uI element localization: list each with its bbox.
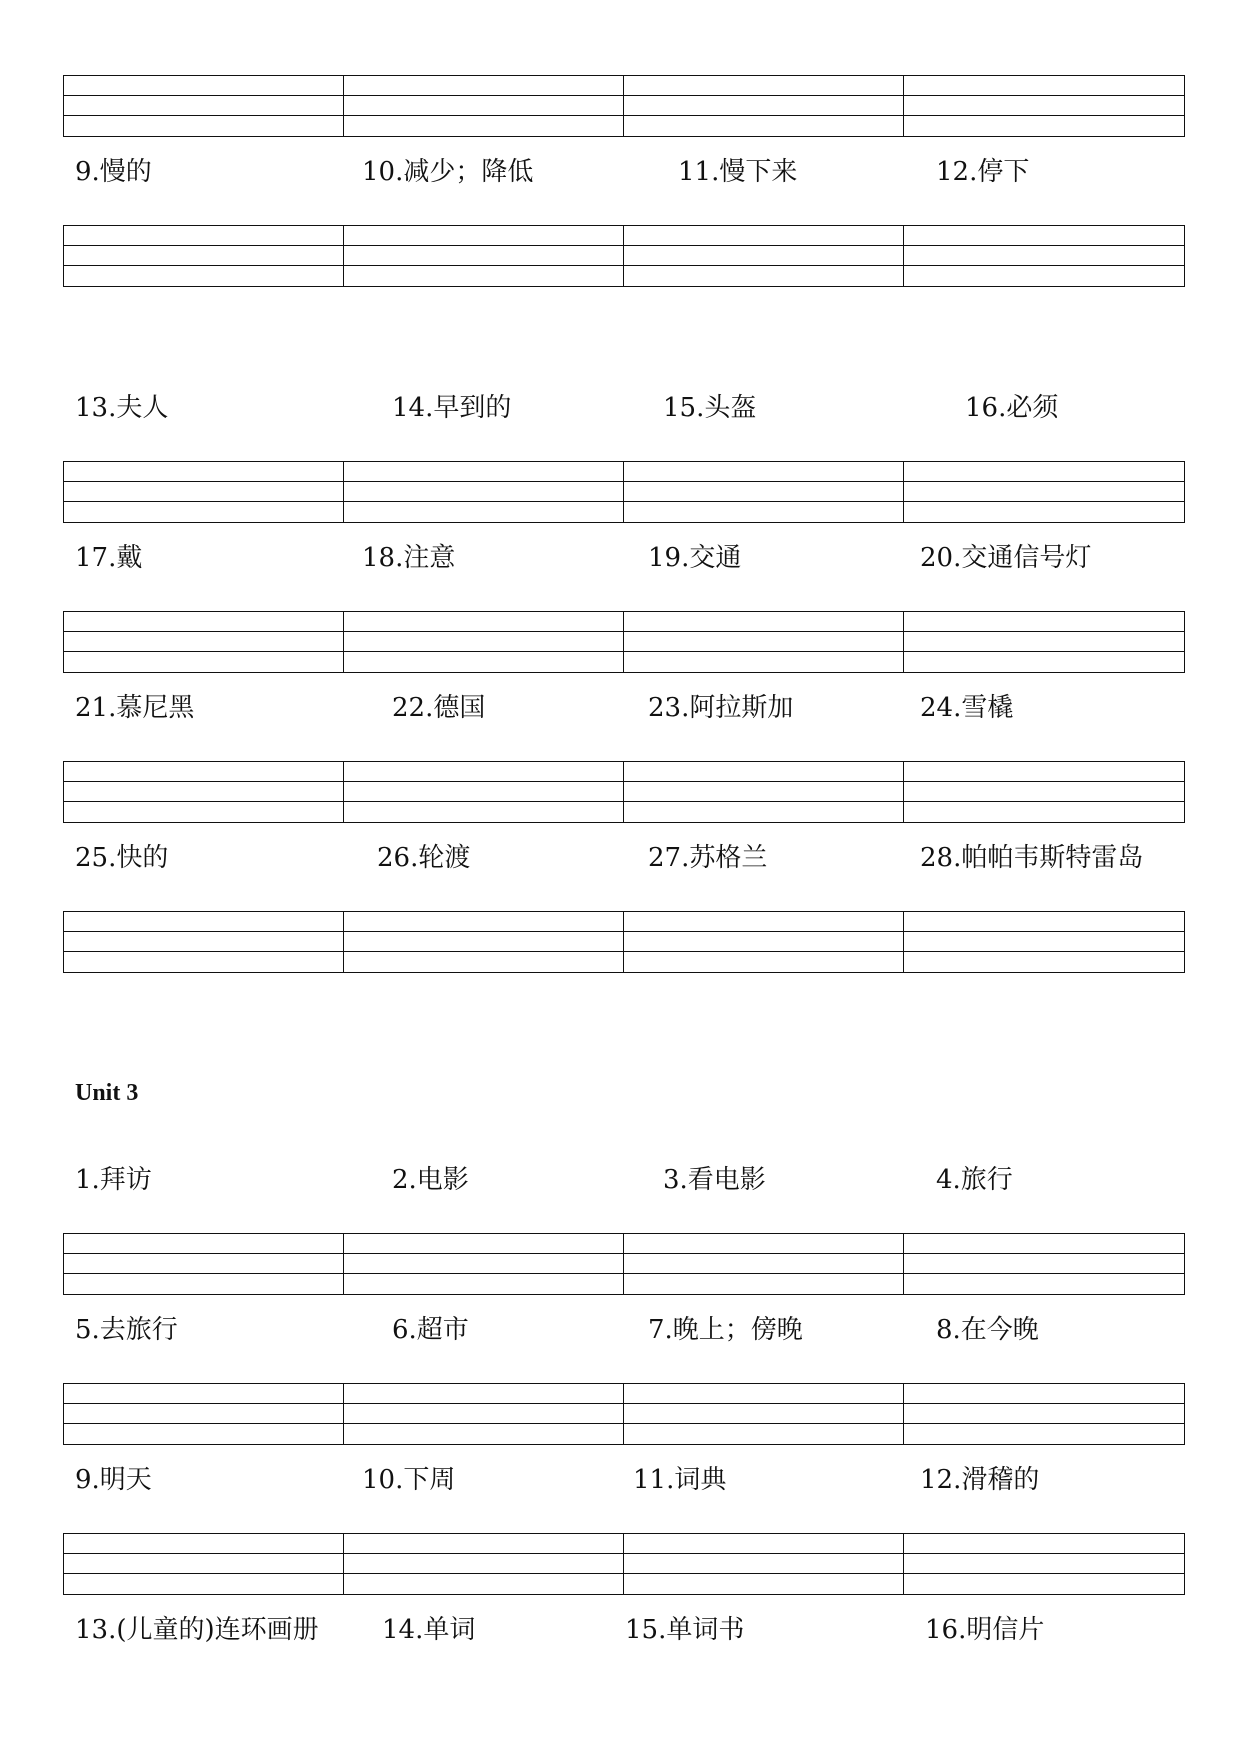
word-label: 27.苏格兰 (648, 843, 768, 873)
word-label: 28.帕帕韦斯特雷岛 (920, 843, 1144, 873)
word-label: 18.注意 (362, 543, 456, 573)
writing-grid[interactable] (63, 1533, 1185, 1595)
word-label: 10.减少；降低 (362, 157, 534, 187)
word-label: 15.单词书 (625, 1615, 745, 1645)
writing-grid[interactable] (63, 911, 1185, 973)
word-label: 17.戴 (75, 543, 143, 573)
word-label: 15.头盔 (663, 393, 757, 423)
word-label: 24.雪橇 (920, 693, 1014, 723)
word-label: 25.快的 (75, 843, 169, 873)
word-label: 23.阿拉斯加 (648, 693, 794, 723)
word-label: 1.拜访 (75, 1165, 152, 1195)
writing-grid[interactable] (63, 225, 1185, 287)
word-label: 19.交通 (648, 543, 742, 573)
writing-grid[interactable] (63, 1383, 1185, 1445)
writing-grid[interactable] (63, 1233, 1185, 1295)
word-label: 10.下周 (362, 1465, 456, 1495)
writing-grid[interactable] (63, 461, 1185, 523)
word-label: 9.慢的 (75, 157, 152, 187)
word-label: 22.德国 (392, 693, 486, 723)
word-label: 8.在今晚 (936, 1315, 1039, 1345)
word-label: 12.停下 (936, 157, 1030, 187)
word-label: 20.交通信号灯 (920, 543, 1092, 573)
word-label: 11.慢下来 (678, 157, 798, 187)
word-label: 6.超市 (392, 1315, 469, 1345)
word-label: 5.去旅行 (75, 1315, 178, 1345)
word-label: 13.(儿童的)连环画册 (75, 1615, 319, 1645)
writing-grid[interactable] (63, 75, 1185, 137)
word-label: 14.单词 (382, 1615, 476, 1645)
word-label: 7.晚上；傍晚 (648, 1315, 803, 1345)
word-label: 26.轮渡 (377, 843, 471, 873)
word-label: 16.必须 (965, 393, 1059, 423)
word-label: 16.明信片 (925, 1615, 1045, 1645)
word-label: 12.滑稽的 (920, 1465, 1040, 1495)
word-label: 11.词典 (633, 1465, 727, 1495)
word-label: 21.慕尼黑 (75, 693, 195, 723)
writing-grid[interactable] (63, 611, 1185, 673)
word-label: 4.旅行 (936, 1165, 1013, 1195)
word-label: 14.早到的 (392, 393, 512, 423)
word-label: 13.夫人 (75, 393, 169, 423)
unit-heading: Unit 3 (75, 1080, 139, 1106)
word-label: 3.看电影 (663, 1165, 766, 1195)
word-label: 9.明天 (75, 1465, 152, 1495)
word-label: 2.电影 (392, 1165, 469, 1195)
writing-grid[interactable] (63, 761, 1185, 823)
